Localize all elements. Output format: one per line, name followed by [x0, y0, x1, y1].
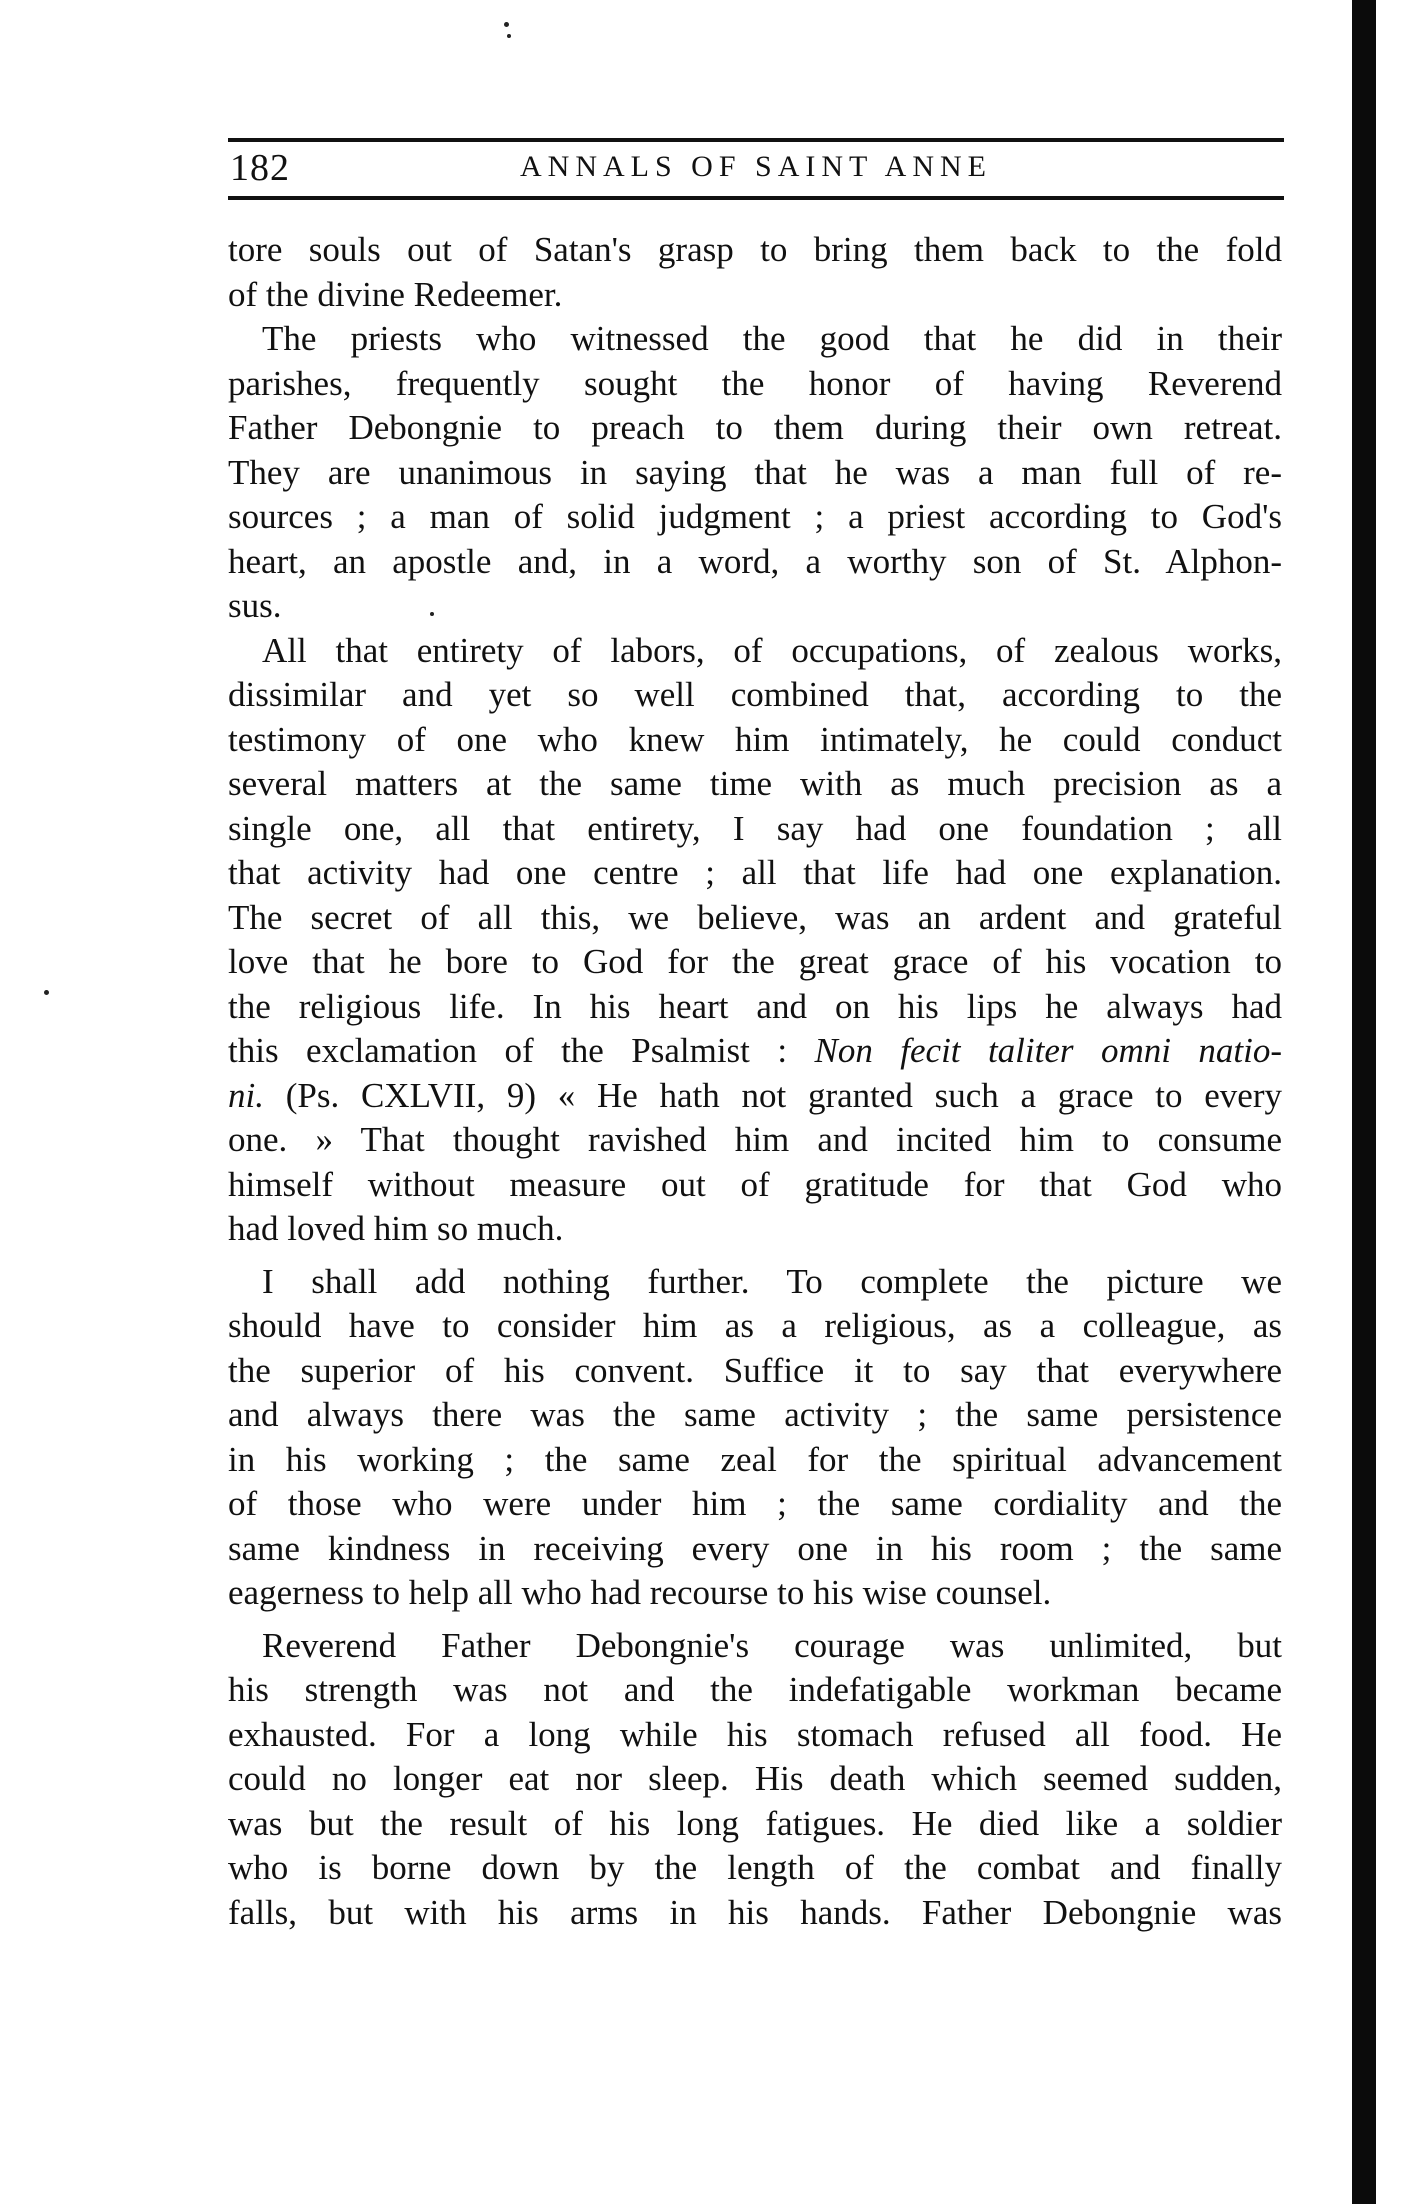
binding-edge-shadow	[1352, 0, 1376, 2204]
running-title: ANNALS OF SAINT ANNE	[520, 150, 992, 183]
text-line-citation	[228, 1074, 1282, 1119]
text-line: eagerness to help all who had recourse to his wise counsel.	[228, 1573, 1052, 1612]
text-line: All that entirety of labors, of occupations, of zealous works,	[262, 630, 1282, 670]
psalm-citation: (Ps. CXLVII, 9) « He hath not granted such a grace to every	[263, 1075, 1282, 1115]
text-line: single one, all that entirety, I say had one foundation ; all	[228, 808, 1282, 848]
header-rule-bottom	[228, 196, 1284, 200]
psalm-intro: this exclamation of the Psalmist :	[228, 1031, 815, 1070]
text-line: dissimilar and yet so well combined that, according to the	[228, 675, 1282, 714]
text-line: his strength was not and the indefatigable workman became	[228, 1670, 1282, 1709]
text-line: They are unanimous in saying that he was a man full of re-	[228, 452, 1282, 492]
text-line: of those who were under him ; the same cordiality and the	[228, 1484, 1282, 1523]
text-line: exhausted. For a long while his stomach refused all food. He	[228, 1714, 1282, 1754]
text-line: love that he bore to God for the great grace of his vocation to	[228, 942, 1282, 981]
text-line: The priests who witnessed the good that he did in their	[262, 319, 1282, 358]
text-line: testimony of one who knew him intimately, he could conduct	[228, 719, 1282, 759]
scan-speck	[504, 22, 509, 27]
text-line: same kindness in receiving every one in his room ; the same	[228, 1528, 1282, 1568]
running-header	[228, 138, 1284, 200]
scan-speck	[507, 34, 511, 38]
text-line: should have to consider him as a religious, as a colleague, as	[228, 1306, 1282, 1345]
text-line: sources ; a man of solid judgment ; a priest according to God's	[228, 497, 1282, 536]
paragraph-5	[228, 1624, 1282, 1936]
text-line: himself without measure out of gratitude for that God who	[228, 1164, 1282, 1204]
text-line: that activity had one centre ; all that life had one explanation.	[228, 853, 1282, 892]
text-line: could no longer eat nor sleep. His death which seemed sudden,	[228, 1759, 1282, 1798]
paragraph-gap	[228, 1252, 1282, 1260]
scan-speck	[44, 990, 49, 995]
paragraph-4	[228, 1260, 1282, 1616]
text-line: was but the result of his long fatigues. He died like a soldier	[228, 1803, 1282, 1843]
text-line-psalm	[228, 1029, 1282, 1074]
text-line: in his working ; the same zeal for the spiritual advancement	[228, 1439, 1282, 1479]
text-line: The secret of all this, we believe, was an ardent and grateful	[228, 897, 1282, 937]
paragraph-2	[228, 317, 1282, 629]
text-line: had loved him so much.	[228, 1209, 564, 1248]
latin-quote-end: ni.	[228, 1075, 264, 1115]
text-line: the superior of his convent. Suffice it to say that everywhere	[228, 1350, 1282, 1390]
page-number: 182	[230, 147, 290, 189]
text-line: and always there was the same activity ; the same persistence	[228, 1395, 1282, 1434]
paragraph-3	[228, 629, 1282, 1252]
text-line: of the divine Redeemer.	[228, 274, 563, 314]
paragraph-1	[228, 228, 1282, 317]
text-line: Reverend Father Debongnie's courage was unlimited, but	[262, 1625, 1282, 1665]
text-line: Father Debongnie to preach to them during their own retreat.	[228, 408, 1282, 447]
body-text	[228, 228, 1282, 1935]
text-line: the religious life. In his heart and on his lips he always had	[228, 986, 1282, 1026]
text-line: several matters at the same time with as much precision as a	[228, 764, 1282, 803]
text-line: heart, an apostle and, in a word, a worthy son of St. Alphon-	[228, 541, 1282, 581]
latin-quote: Non fecit taliter omni natio-	[814, 1031, 1282, 1070]
text-line: I shall add nothing further. To complete the picture we	[262, 1261, 1282, 1301]
paragraph-gap	[228, 1616, 1282, 1624]
text-line: sus.	[228, 586, 282, 625]
text-line: one. » That thought ravished him and incited him to consume	[228, 1120, 1282, 1159]
text-line: falls, but with his arms in his hands. Father Debongnie was	[228, 1892, 1282, 1932]
text-line: parishes, frequently sought the honor of having Reverend	[228, 363, 1282, 403]
text-line: tore souls out of Satan's grasp to bring them back to the fold	[228, 230, 1282, 269]
text-line: who is borne down by the length of the combat and finally	[228, 1848, 1282, 1887]
header-row	[228, 142, 1284, 192]
